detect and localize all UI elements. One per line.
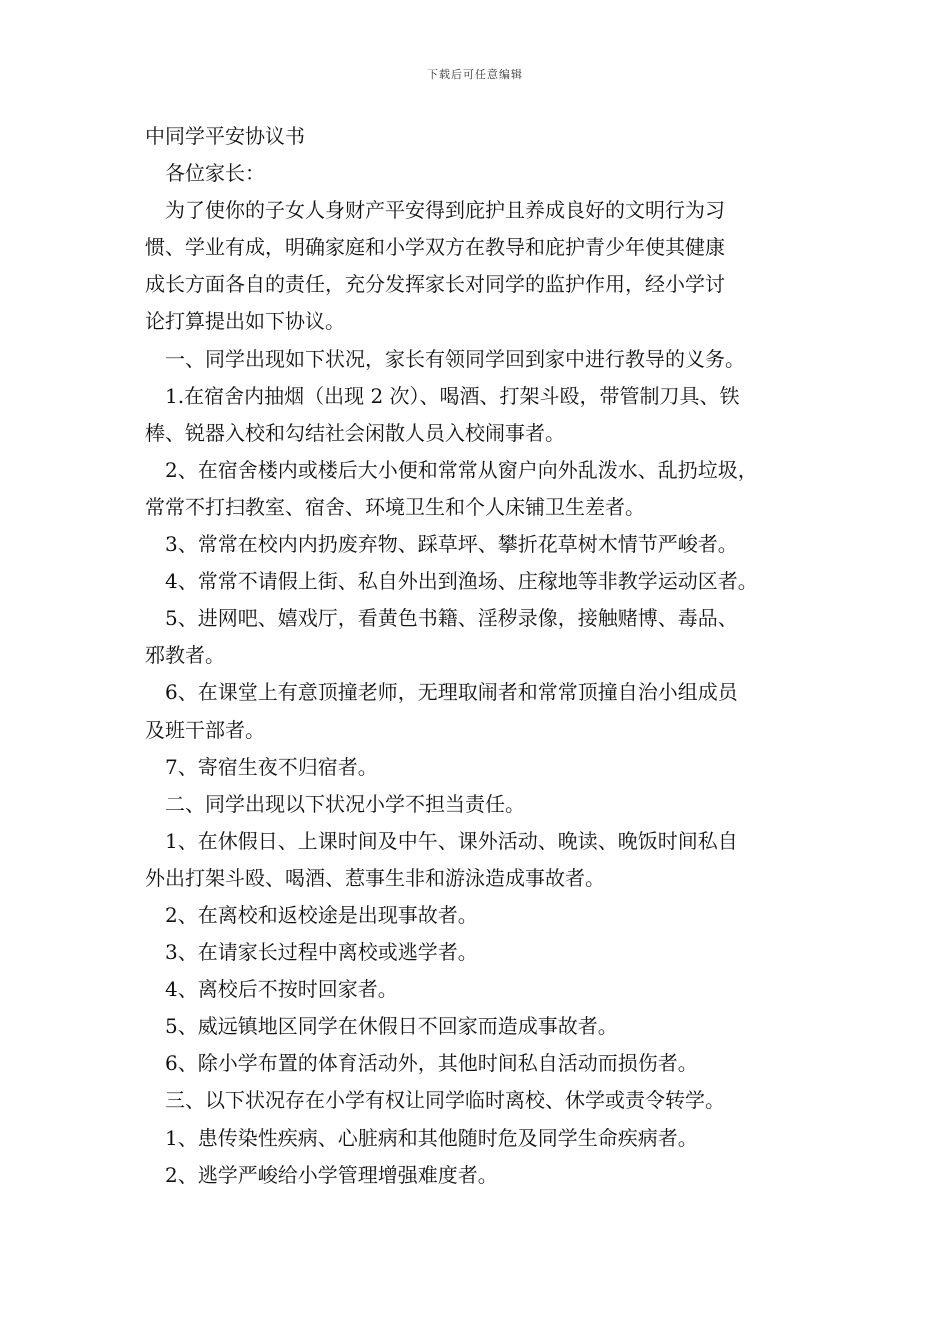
paragraph-line: 惯、学业有成，明确家庭和小学双方在教导和庇护青少年使其健康 [145,235,725,260]
list-item-continued: 外出打架斗殴、喝酒、惹事生非和游泳造成事故者。 [145,865,605,890]
list-item: 4、常常不请假上街、私自外出到渔场、庄稼地等非教学运动区者。 [165,569,758,594]
list-item: 7、寄宿生夜不归宿者。 [165,754,378,779]
salutation: 各位家长： [165,161,265,186]
section-heading-1: 一、同学出现如下状况，家长有领同学回到家中进行教导的义务。 [165,346,745,371]
list-item-continued: 邪教者。 [145,643,225,668]
list-item: 6、除小学布置的体育活动外，其他时间私自活动而损伤者。 [165,1051,698,1076]
list-item: 4、离校后不按时回家者。 [165,977,398,1002]
list-item: 6、在课堂上有意顶撞老师，无理取闹者和常常顶撞自治小组成员 [165,680,738,705]
list-item: 1、在休假日、上课时间及中午、课外活动、晚读、晚饭时间私自 [165,828,738,853]
paragraph-line: 成长方面各自的责任，充分发挥家长对同学的监护作用，经小学讨 [145,272,725,297]
list-item: 3、常常在校内内扔废弃物、踩草坪、攀折花草树木情节严峻者。 [165,532,738,557]
list-item: 1.在宿舍内抽烟（出现 2 次）、喝酒、打架斗殴，带管制刀具、铁 [165,383,740,408]
list-item: 5、威远镇地区同学在休假日不回家而造成事故者。 [165,1014,618,1039]
list-item-continued: 棒、锐器入校和勾结社会闲散人员入校闹事者。 [145,420,565,445]
list-item-continued: 常常不打扫教室、宿舍、环境卫生和个人床铺卫生差者。 [145,494,645,519]
list-item: 2、逃学严峻给小学管理增强难度者。 [165,1162,498,1187]
list-item: 2、在离校和返校途是出现事故者。 [165,902,478,927]
list-item: 2、在宿舍楼内或楼后大小便和常常从窗户向外乱泼水、乱扔垃圾， [165,457,758,482]
list-item: 3、在请家长过程中离校或逃学者。 [165,940,478,965]
section-heading-2: 二、同学出现以下状况小学不担当责任。 [165,791,525,816]
document-body [145,118,825,1194]
header-note: 下载后可任意编辑 [427,68,523,81]
list-item-continued: 及班干部者。 [145,717,265,742]
list-item: 5、进网吧、嬉戏厅，看黄色书籍、淫秽录像，接触赌博、毒品、 [165,606,738,631]
list-item: 1、患传染性疾病、心脏病和其他随时危及同学生命疾病者。 [165,1125,698,1150]
paragraph-line: 论打算提出如下协议。 [145,309,345,334]
section-heading-3: 三、以下状况存在小学有权让同学临时离校、休学或责令转学。 [165,1088,725,1113]
document-title: 中同学平安协议书 [145,124,305,148]
paragraph-line: 为了使你的子女人身财产平安得到庇护且养成良好的文明行为习 [165,198,725,223]
